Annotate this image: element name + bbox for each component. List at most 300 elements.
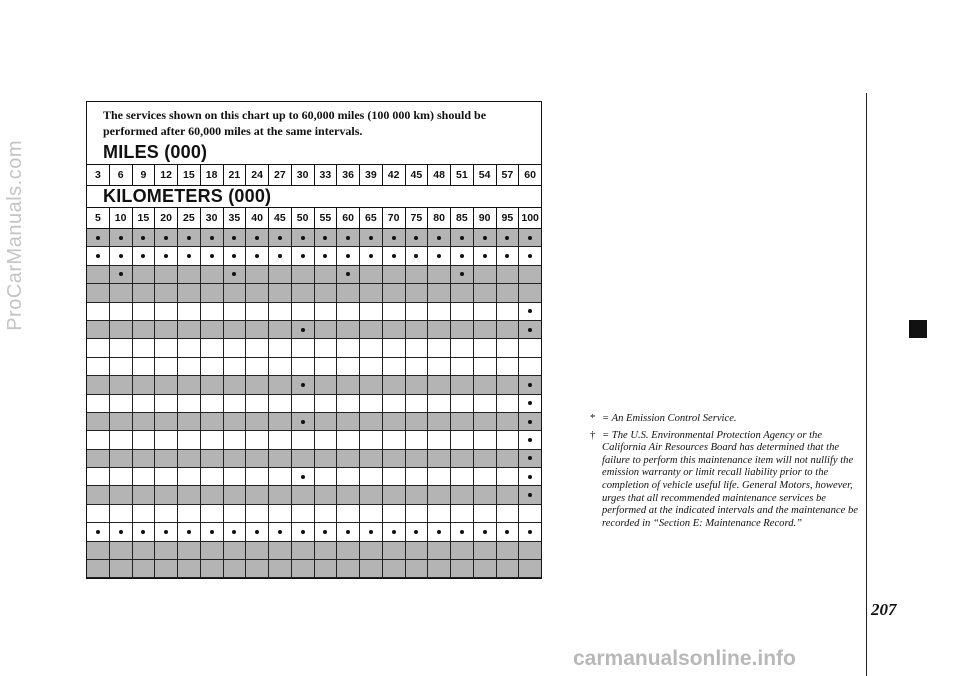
page-number: 207 <box>871 600 897 619</box>
service-cell <box>451 229 474 246</box>
service-cell <box>246 303 269 320</box>
service-cell <box>337 229 360 246</box>
service-cell <box>519 339 541 356</box>
service-dot <box>414 254 418 258</box>
service-cell <box>474 486 497 503</box>
service-cell <box>337 358 360 375</box>
service-cell <box>497 376 520 393</box>
miles-cell-30: 30 <box>292 165 315 185</box>
service-cell <box>406 523 429 540</box>
service-cell <box>519 505 541 522</box>
service-cell <box>406 339 429 356</box>
service-cell <box>246 578 269 579</box>
service-cell <box>360 505 383 522</box>
service-cell <box>519 321 541 338</box>
miles-cell-21: 21 <box>224 165 247 185</box>
service-cell <box>224 321 247 338</box>
service-cell <box>87 578 110 579</box>
service-cell <box>178 431 201 448</box>
service-cell <box>497 413 520 430</box>
service-cell <box>337 413 360 430</box>
service-dot <box>96 530 100 534</box>
service-cell <box>155 450 178 467</box>
service-cell <box>497 578 520 579</box>
service-dot <box>528 438 532 442</box>
service-cell <box>224 303 247 320</box>
service-dot <box>210 530 214 534</box>
service-row <box>87 431 541 449</box>
service-row <box>87 560 541 578</box>
service-cell <box>406 560 429 577</box>
service-dot <box>232 236 236 240</box>
service-cell <box>451 505 474 522</box>
service-cell <box>519 395 541 412</box>
service-dot <box>232 254 236 258</box>
service-cell <box>497 523 520 540</box>
service-cell <box>269 413 292 430</box>
service-cell <box>110 542 133 559</box>
service-cell <box>178 523 201 540</box>
service-cell <box>292 542 315 559</box>
service-cell <box>178 560 201 577</box>
service-dot <box>528 309 532 313</box>
service-cell <box>87 542 110 559</box>
service-dot <box>483 236 487 240</box>
service-cell <box>474 450 497 467</box>
service-cell <box>315 542 338 559</box>
service-cell <box>474 395 497 412</box>
service-dot <box>187 254 191 258</box>
service-cell <box>406 247 429 264</box>
service-cell <box>201 431 224 448</box>
service-cell <box>497 560 520 577</box>
service-cell <box>87 560 110 577</box>
service-cell <box>133 229 156 246</box>
service-cell <box>406 578 429 579</box>
service-cell <box>428 505 451 522</box>
service-cell <box>246 395 269 412</box>
service-cell <box>292 358 315 375</box>
km-cell-50: 50 <box>292 208 315 228</box>
service-cell <box>360 339 383 356</box>
service-cell <box>178 284 201 301</box>
service-cell <box>110 395 133 412</box>
service-cell <box>474 376 497 393</box>
service-cell <box>519 376 541 393</box>
service-dot <box>164 254 168 258</box>
service-cell <box>337 542 360 559</box>
service-cell <box>178 578 201 579</box>
service-dot <box>278 236 282 240</box>
service-cell <box>110 413 133 430</box>
service-cell <box>406 542 429 559</box>
service-dot <box>437 530 441 534</box>
service-cell <box>178 376 201 393</box>
service-cell <box>292 284 315 301</box>
km-cell-70: 70 <box>383 208 406 228</box>
km-cell-30: 30 <box>201 208 224 228</box>
service-cell <box>406 505 429 522</box>
service-cell <box>110 486 133 503</box>
service-dot <box>528 530 532 534</box>
service-cell <box>201 321 224 338</box>
service-dot <box>278 530 282 534</box>
service-cell <box>497 284 520 301</box>
service-cell <box>178 413 201 430</box>
service-dot <box>414 236 418 240</box>
service-cell <box>292 321 315 338</box>
service-cell <box>428 339 451 356</box>
km-cell-10: 10 <box>110 208 133 228</box>
service-cell <box>428 413 451 430</box>
miles-cell-39: 39 <box>360 165 383 185</box>
service-cell <box>360 247 383 264</box>
service-cell <box>428 431 451 448</box>
service-cell <box>246 321 269 338</box>
service-cell <box>133 560 156 577</box>
service-cell <box>337 560 360 577</box>
service-cell <box>360 413 383 430</box>
service-cell <box>519 266 541 283</box>
service-cell <box>519 229 541 246</box>
service-cell <box>428 560 451 577</box>
km-cell-40: 40 <box>246 208 269 228</box>
service-cell <box>315 339 338 356</box>
service-cell <box>246 413 269 430</box>
service-cell <box>87 505 110 522</box>
service-cell <box>246 523 269 540</box>
service-cell <box>155 523 178 540</box>
service-cell <box>337 266 360 283</box>
service-cell <box>155 358 178 375</box>
service-cell <box>406 358 429 375</box>
service-cell <box>292 303 315 320</box>
service-cell <box>110 560 133 577</box>
service-dot <box>505 254 509 258</box>
service-cell <box>87 284 110 301</box>
chart-intro-text: The services shown on this chart up to 60,000 miles (100 000 km) should be performed after 60,000 miles at the same intervals. <box>103 108 487 138</box>
service-dot <box>323 530 327 534</box>
service-cell <box>178 266 201 283</box>
service-dot <box>96 236 100 240</box>
service-cell <box>519 523 541 540</box>
service-cell <box>315 376 338 393</box>
service-cell <box>497 303 520 320</box>
miles-cell-60: 60 <box>524 169 536 181</box>
service-cell <box>428 284 451 301</box>
service-cell <box>360 523 383 540</box>
service-cell <box>428 450 451 467</box>
service-dot <box>369 254 373 258</box>
service-cell <box>292 376 315 393</box>
service-cell <box>519 578 541 579</box>
service-cell <box>201 542 224 559</box>
service-dot <box>392 236 396 240</box>
service-cell <box>155 395 178 412</box>
service-cell <box>451 358 474 375</box>
service-cell <box>133 303 156 320</box>
service-cell <box>224 578 247 579</box>
service-cell <box>406 284 429 301</box>
service-cell <box>292 450 315 467</box>
km-cell-55: 55 <box>315 208 338 228</box>
service-cell <box>337 339 360 356</box>
service-cell <box>474 284 497 301</box>
service-cell <box>292 505 315 522</box>
service-cell <box>246 358 269 375</box>
service-cell <box>224 560 247 577</box>
service-cell <box>292 413 315 430</box>
service-cell <box>178 339 201 356</box>
km-cell-100: 100 <box>521 212 539 224</box>
service-cell <box>246 284 269 301</box>
service-cell <box>292 247 315 264</box>
service-cell <box>133 266 156 283</box>
service-cell <box>87 358 110 375</box>
service-cell <box>451 486 474 503</box>
miles-cell-15: 15 <box>178 165 201 185</box>
service-cell <box>201 413 224 430</box>
footnote-text: = An Emission Control Service. <box>602 413 737 424</box>
service-cell <box>110 229 133 246</box>
service-cell <box>451 578 474 579</box>
service-row <box>87 505 541 523</box>
service-cell <box>246 266 269 283</box>
service-cell <box>497 431 520 448</box>
service-cell <box>337 247 360 264</box>
service-cell <box>110 578 133 579</box>
service-cell <box>497 321 520 338</box>
service-cell <box>383 578 406 579</box>
service-cell <box>269 486 292 503</box>
service-cell <box>133 486 156 503</box>
service-cell <box>360 431 383 448</box>
km-cell-25: 25 <box>178 208 201 228</box>
service-cell <box>87 339 110 356</box>
miles-cell-12: 12 <box>155 165 178 185</box>
service-cell <box>269 321 292 338</box>
service-cell <box>406 468 429 485</box>
service-cell <box>383 468 406 485</box>
service-cell <box>383 431 406 448</box>
service-cell <box>133 321 156 338</box>
service-cell <box>246 505 269 522</box>
service-row <box>87 376 541 394</box>
service-row <box>87 321 541 339</box>
service-cell <box>428 358 451 375</box>
service-dot <box>301 475 305 479</box>
service-dot <box>528 401 532 405</box>
service-cell <box>292 578 315 579</box>
service-cell <box>337 450 360 467</box>
service-cell <box>383 542 406 559</box>
service-row <box>87 247 541 265</box>
service-cell <box>178 358 201 375</box>
service-cell <box>497 468 520 485</box>
service-cell <box>474 542 497 559</box>
kilometers-heading: KILOMETERS (000) <box>103 186 272 206</box>
service-dot <box>96 254 100 258</box>
service-cell <box>269 266 292 283</box>
service-cell <box>269 229 292 246</box>
service-row <box>87 266 541 284</box>
service-cell <box>292 560 315 577</box>
service-cell <box>406 486 429 503</box>
bottom-watermark: carmanualsonline.info <box>573 647 796 670</box>
service-cell <box>406 431 429 448</box>
service-cell <box>155 284 178 301</box>
service-dot <box>346 254 350 258</box>
service-cell <box>474 358 497 375</box>
service-dot <box>232 272 236 276</box>
service-cell <box>315 450 338 467</box>
service-cell <box>224 505 247 522</box>
service-cell <box>201 450 224 467</box>
service-cell <box>360 229 383 246</box>
service-cell <box>383 303 406 320</box>
km-cell-45: 45 <box>269 208 292 228</box>
service-dot <box>528 328 532 332</box>
service-dot <box>437 236 441 240</box>
service-row <box>87 284 541 302</box>
service-cell <box>383 229 406 246</box>
service-cell <box>155 505 178 522</box>
km-cell-65: 65 <box>360 208 383 228</box>
service-dot <box>460 236 464 240</box>
service-cell <box>110 247 133 264</box>
service-cell <box>292 486 315 503</box>
service-cell <box>110 358 133 375</box>
miles-heading: MILES (000) <box>103 142 208 162</box>
service-cell <box>428 376 451 393</box>
service-cell <box>383 486 406 503</box>
service-cell <box>201 284 224 301</box>
service-cell <box>201 247 224 264</box>
service-cell <box>428 247 451 264</box>
service-cell <box>87 247 110 264</box>
service-cell <box>383 284 406 301</box>
miles-interval-row <box>87 164 541 186</box>
service-cell <box>155 560 178 577</box>
service-cell <box>224 339 247 356</box>
service-cell <box>315 413 338 430</box>
service-cell <box>87 266 110 283</box>
service-cell <box>383 247 406 264</box>
service-cell <box>224 486 247 503</box>
service-cell <box>428 468 451 485</box>
service-cell <box>269 395 292 412</box>
service-cell <box>133 450 156 467</box>
service-cell <box>474 229 497 246</box>
service-cell <box>224 266 247 283</box>
service-cell <box>224 247 247 264</box>
service-cell <box>474 413 497 430</box>
service-dot <box>369 530 373 534</box>
service-dot <box>187 236 191 240</box>
service-dot <box>301 530 305 534</box>
service-cell <box>406 450 429 467</box>
service-cell <box>315 284 338 301</box>
service-cell <box>133 284 156 301</box>
service-cell <box>110 468 133 485</box>
service-dot <box>505 530 509 534</box>
service-cell <box>519 560 541 577</box>
service-cell <box>292 523 315 540</box>
km-cell-95: 95 <box>497 208 520 228</box>
service-dot <box>278 254 282 258</box>
service-cell <box>315 431 338 448</box>
service-cell <box>201 578 224 579</box>
service-cell <box>178 247 201 264</box>
miles-cell-3: 3 <box>87 165 110 185</box>
service-cell <box>406 321 429 338</box>
service-row <box>87 468 541 486</box>
service-dot <box>164 236 168 240</box>
service-cell <box>519 358 541 375</box>
service-cell <box>406 395 429 412</box>
service-dot <box>528 420 532 424</box>
service-cell <box>315 303 338 320</box>
service-cell <box>497 395 520 412</box>
service-cell <box>360 303 383 320</box>
service-cell <box>87 376 110 393</box>
service-cell <box>383 450 406 467</box>
miles-cell-6: 6 <box>110 165 133 185</box>
service-dot <box>119 530 123 534</box>
service-row <box>87 578 541 579</box>
service-dot <box>255 236 259 240</box>
service-cell <box>269 284 292 301</box>
service-cell <box>155 413 178 430</box>
service-dot <box>119 236 123 240</box>
service-cell <box>87 486 110 503</box>
service-dot <box>119 272 123 276</box>
service-cell <box>337 468 360 485</box>
service-cell <box>519 284 541 301</box>
service-cell <box>451 468 474 485</box>
miles-cell-45: 45 <box>406 165 429 185</box>
service-cell <box>178 303 201 320</box>
service-cell <box>383 413 406 430</box>
service-cell <box>133 413 156 430</box>
service-cell <box>87 321 110 338</box>
service-cell <box>497 358 520 375</box>
service-cell <box>360 395 383 412</box>
service-cell <box>519 303 541 320</box>
service-cell <box>133 523 156 540</box>
service-cell <box>178 450 201 467</box>
service-cell <box>451 450 474 467</box>
service-cell <box>246 450 269 467</box>
service-dot <box>164 530 168 534</box>
service-cell <box>383 358 406 375</box>
service-cell <box>292 339 315 356</box>
service-cell <box>292 395 315 412</box>
service-cell <box>201 486 224 503</box>
service-dot <box>528 493 532 497</box>
service-cell <box>246 339 269 356</box>
service-dot <box>392 530 396 534</box>
service-cell <box>315 229 338 246</box>
miles-cell-42: 42 <box>383 165 406 185</box>
service-cell <box>178 542 201 559</box>
service-cell <box>155 542 178 559</box>
service-cell <box>519 413 541 430</box>
service-cell <box>337 395 360 412</box>
service-cell <box>428 523 451 540</box>
service-cell <box>360 266 383 283</box>
miles-cell-24: 24 <box>246 165 269 185</box>
